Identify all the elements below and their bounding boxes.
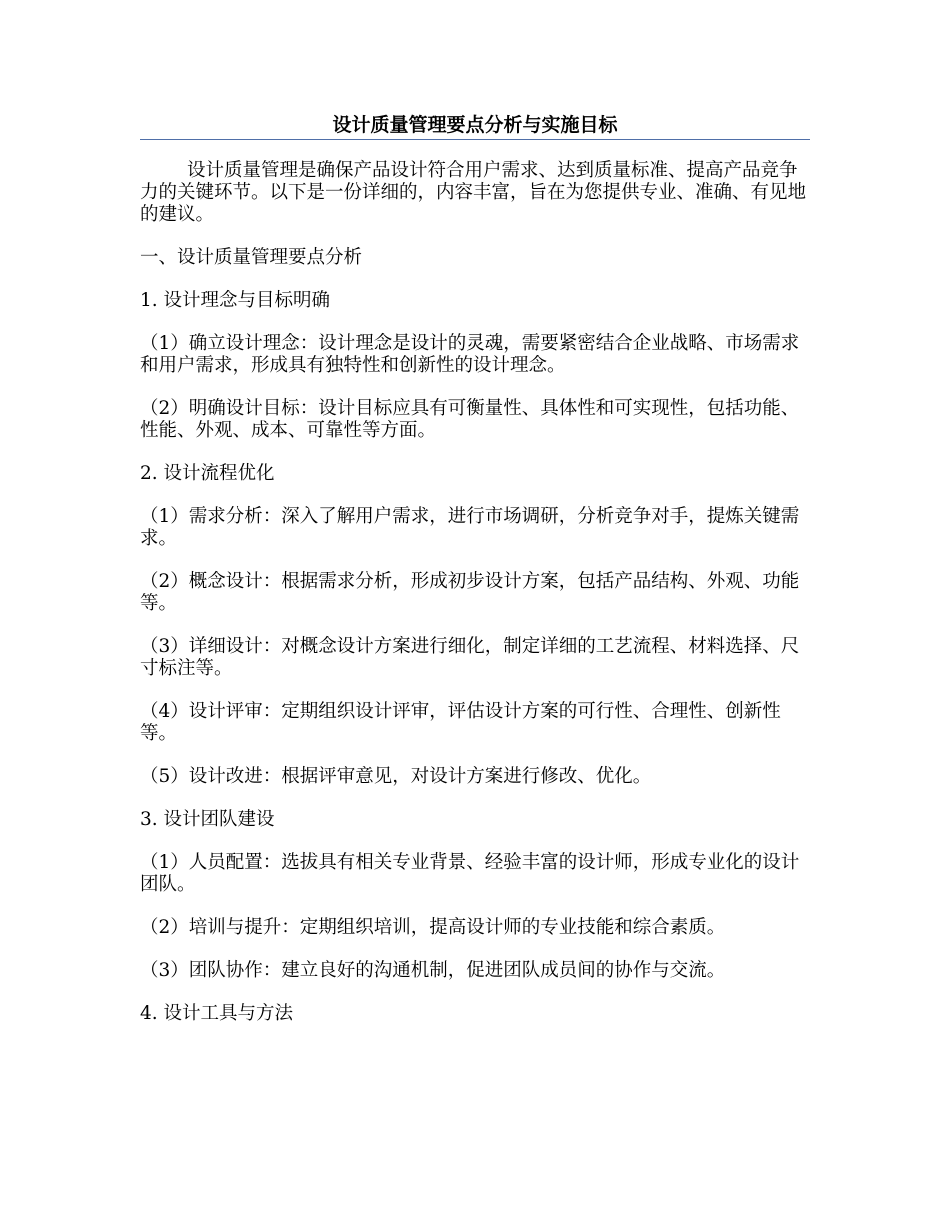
list-item: （4）设计评审：定期组织设计评审，评估设计方案的可行性、合理性、创新性等。 (140, 701, 781, 744)
list-item: （2）概念设计：根据需求分析，形成初步设计方案，包括产品结构、外观、功能等。 (140, 571, 800, 614)
title-underline (140, 139, 810, 140)
subsection-heading: 3. 设计团队建设 (140, 809, 275, 830)
list-item: （1）人员配置：选拔具有相关专业背景、经验丰富的设计师，形成专业化的设计团队。 (140, 852, 800, 895)
list-item: （1）确立设计理念：设计理念是设计的灵魂，需要紧密结合企业战略、市场需求和用户需求，形成具有独特性和创新性的设计理念。 (140, 333, 800, 376)
document-body (140, 160, 810, 1046)
subsection-heading: 4. 设计工具与方法 (140, 1003, 294, 1024)
list-item: （3）团队协作：建立良好的沟通机制，促进团队成员间的协作与交流。 (140, 960, 726, 981)
list-item: （1）需求分析：深入了解用户需求，进行市场调研，分析竞争对手，提炼关键需求。 (140, 506, 800, 549)
intro-paragraph: 设计质量管理是确保产品设计符合用户需求、达到质量标准、提高产品竞争力的关键环节。以下是一份详细的，内容丰富，旨在为您提供专业、准确、有见地的建议。 (140, 160, 807, 225)
list-item: （5）设计改进：根据评审意见，对设计方案进行修改、优化。 (140, 766, 652, 787)
list-item: （3）详细设计：对概念设计方案进行细化，制定详细的工艺流程、材料选择、尺寸标注等。 (140, 636, 800, 679)
list-item: （2）培训与提升：定期组织培训，提高设计师的专业技能和综合素质。 (140, 917, 726, 938)
subsection-heading: 2. 设计流程优化 (140, 463, 275, 484)
list-item: （2）明确设计目标：设计目标应具有可衡量性、具体性和可实现性，包括功能、性能、外观、成本、可靠性等方面。 (140, 398, 800, 441)
subsection-heading: 1. 设计理念与目标明确 (140, 290, 331, 311)
document-title: 设计质量管理要点分析与实施目标 (332, 114, 618, 136)
section-heading: 一、设计质量管理要点分析 (140, 247, 363, 268)
